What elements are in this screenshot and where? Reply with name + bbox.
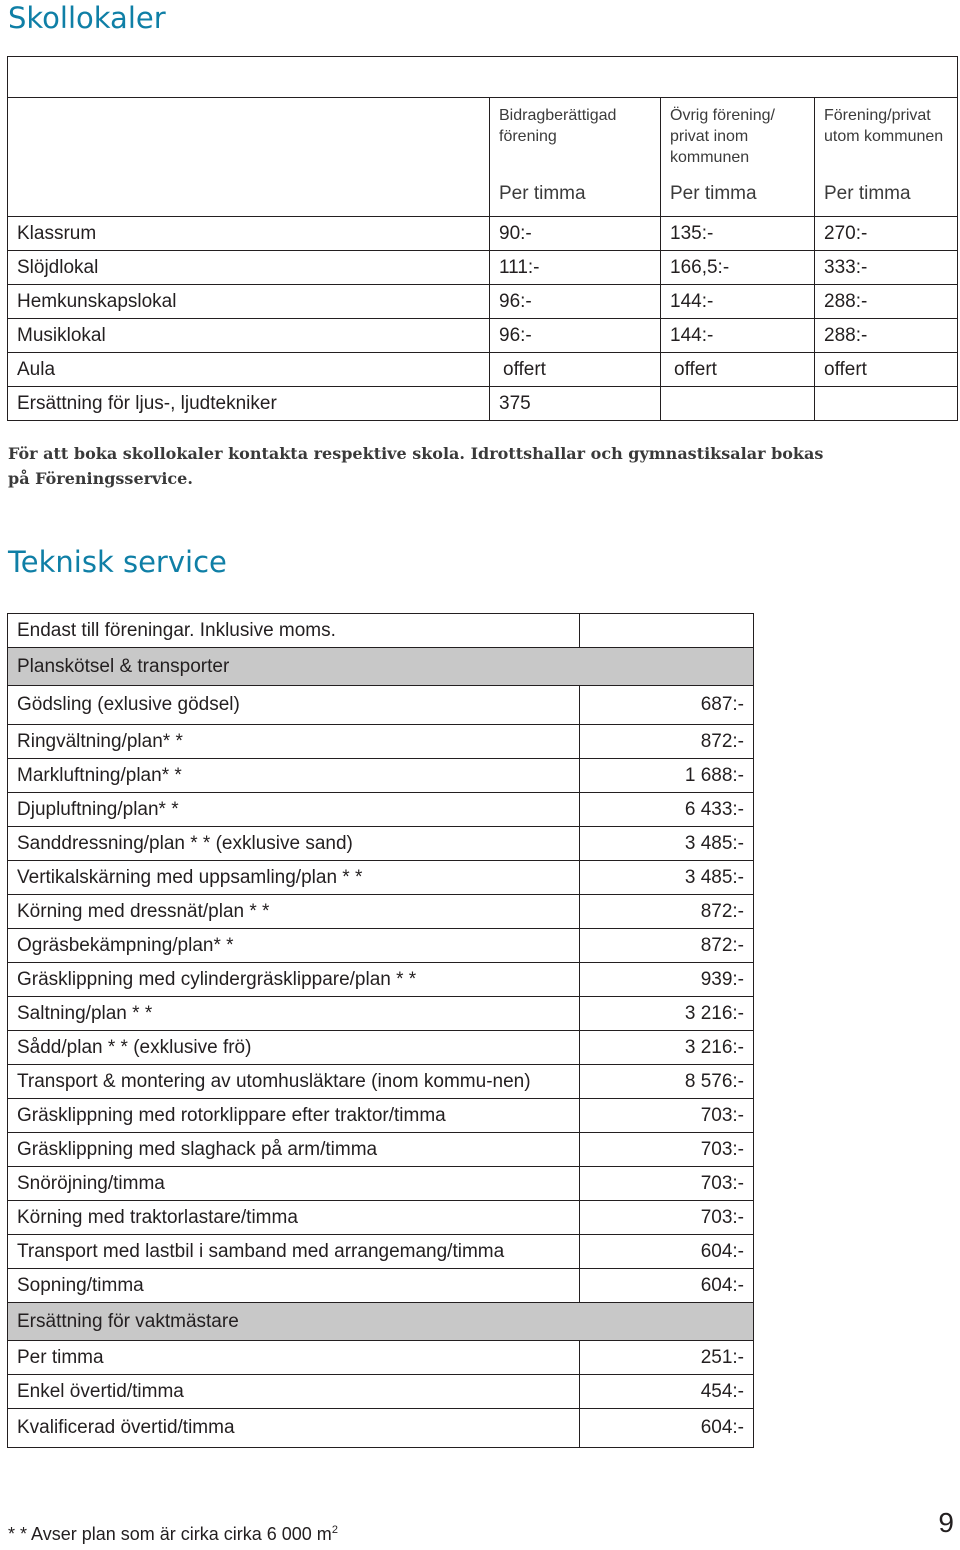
section-header: Planskötsel & transporter (8, 648, 580, 686)
price-cell: 604:- (580, 1409, 754, 1448)
table-row (8, 1133, 754, 1167)
price-cell: 872:- (580, 895, 754, 929)
price-cell (815, 387, 958, 421)
price-cell: 3 216:- (580, 997, 754, 1031)
unit-row (8, 171, 958, 217)
price-cell: 144:- (661, 319, 815, 353)
room-name: Aula (8, 353, 490, 387)
table-cell (580, 1303, 754, 1341)
table-row (8, 929, 754, 963)
table-row (8, 1099, 754, 1133)
column-header: Övrig förening/ privat inom kommunen (661, 98, 815, 172)
service-name: Markluftning/plan* * (8, 759, 580, 793)
footnote-superscript: 2 (331, 1524, 338, 1536)
price-cell: 111:- (490, 251, 661, 285)
table-row (8, 353, 958, 387)
column-header: Förening/privat utom kommunen (815, 98, 958, 172)
table-row (8, 387, 958, 421)
price-cell: 872:- (580, 725, 754, 759)
service-name: Snöröjning/timma (8, 1167, 580, 1201)
page-title: Skollokaler (8, 1, 166, 35)
service-name: Körning med dressnät/plan * * (8, 895, 580, 929)
room-name: Slöjdlokal (8, 251, 490, 285)
room-name: Ersättning för ljus-, ljudtekniker (8, 387, 490, 421)
table-row (8, 1235, 754, 1269)
table-row (8, 861, 754, 895)
service-name: Saltning/plan * * (8, 997, 580, 1031)
table-cell (8, 171, 490, 217)
table-cell (8, 57, 958, 98)
price-cell: 166,5:- (661, 251, 815, 285)
table-cell (580, 614, 754, 648)
table-row (8, 686, 754, 725)
page-number: 9 (938, 1507, 954, 1538)
service-name: Per timma (8, 1341, 580, 1375)
school-rooms-price-table (7, 56, 958, 421)
table-row (8, 1409, 754, 1448)
price-cell: offert (661, 353, 815, 387)
room-name: Klassrum (8, 217, 490, 251)
service-name: Ogräsbekämpning/plan* * (8, 929, 580, 963)
price-cell: 703:- (580, 1099, 754, 1133)
table-row (8, 725, 754, 759)
table-cell (580, 648, 754, 686)
price-cell: 604:- (580, 1269, 754, 1303)
service-name: Gödsling (exlusive gödsel) (8, 686, 580, 725)
service-name: Körning med traktorlastare/timma (8, 1201, 580, 1235)
table-row (8, 1375, 754, 1409)
table-row (8, 319, 958, 353)
price-cell: 3 216:- (580, 1031, 754, 1065)
price-cell: 96:- (490, 285, 661, 319)
price-cell: 703:- (580, 1201, 754, 1235)
table-row (8, 759, 754, 793)
section-header-row (8, 1303, 754, 1341)
price-cell: 90:- (490, 217, 661, 251)
table-header-row (8, 98, 958, 172)
room-name: Hemkunskapslokal (8, 285, 490, 319)
price-cell: 288:- (815, 319, 958, 353)
intro-text: Endast till föreningar. Inklusive moms. (8, 614, 580, 648)
price-cell: 604:- (580, 1235, 754, 1269)
service-name: Vertikalskärning med uppsamling/plan * * (8, 861, 580, 895)
table-row (8, 793, 754, 827)
table-row (8, 997, 754, 1031)
service-name: Gräsklippning med slaghack på arm/timma (8, 1133, 580, 1167)
price-cell: 872:- (580, 929, 754, 963)
room-name: Musiklokal (8, 319, 490, 353)
price-cell: 6 433:- (580, 793, 754, 827)
price-cell: 135:- (661, 217, 815, 251)
table-row (8, 1065, 754, 1099)
service-name: Enkel övertid/timma (8, 1375, 580, 1409)
column-header: Bidragberättigad förening (490, 98, 661, 172)
price-cell: 144:- (661, 285, 815, 319)
price-cell: 703:- (580, 1133, 754, 1167)
table-row (8, 1269, 754, 1303)
table-cell (8, 98, 490, 172)
table-row (8, 827, 754, 861)
technical-service-price-table (7, 613, 754, 1448)
price-cell: 454:- (580, 1375, 754, 1409)
service-name: Transport med lastbil i samband med arrangemang/timma (8, 1235, 580, 1269)
table-row (8, 251, 958, 285)
price-cell: 3 485:- (580, 861, 754, 895)
service-name: Djupluftning/plan* * (8, 793, 580, 827)
section-header-row (8, 648, 754, 686)
intro-row (8, 614, 754, 648)
price-cell: 288:- (815, 285, 958, 319)
price-cell: 8 576:- (580, 1065, 754, 1099)
section-header: Ersättning för vaktmästare (8, 1303, 580, 1341)
price-cell: 687:- (580, 686, 754, 725)
table-row (8, 285, 958, 319)
price-cell: 3 485:- (580, 827, 754, 861)
table-row (8, 57, 958, 98)
table-row (8, 217, 958, 251)
table-row (8, 963, 754, 997)
section-title: Teknisk service (8, 545, 227, 579)
price-cell: 270:- (815, 217, 958, 251)
price-cell (661, 387, 815, 421)
service-name: Transport & montering av utomhusläktare (inom kommu-nen) (8, 1065, 580, 1099)
price-cell: 703:- (580, 1167, 754, 1201)
price-cell: 939:- (580, 963, 754, 997)
table-row (8, 1341, 754, 1375)
price-cell: 1 688:- (580, 759, 754, 793)
unit-label: Per timma (661, 171, 815, 217)
price-cell: offert (815, 353, 958, 387)
price-cell: 375 (490, 387, 661, 421)
price-cell: offert (490, 353, 661, 387)
table-row (8, 1167, 754, 1201)
service-name: Sopning/timma (8, 1269, 580, 1303)
service-name: Gräsklippning med cylindergräsklippare/plan * * (8, 963, 580, 997)
table-row (8, 895, 754, 929)
footnote (8, 1524, 338, 1545)
table-row (8, 1031, 754, 1065)
booking-note: För att boka skollokaler kontakta respektive skola. Idrottshallar och gymnastiksalar bokas på Föreningsservice. (8, 444, 824, 488)
price-cell: 251:- (580, 1341, 754, 1375)
service-name: Sanddressning/plan * * (exklusive sand) (8, 827, 580, 861)
table-row (8, 1201, 754, 1235)
price-cell: 333:- (815, 251, 958, 285)
unit-label: Per timma (815, 171, 958, 217)
service-name: Kvalificerad övertid/timma (8, 1409, 580, 1448)
service-name: Gräsklippning med rotorklippare efter traktor/timma (8, 1099, 580, 1133)
footnote-text: * * Avser plan som är cirka cirka 6 000 m (8, 1524, 332, 1544)
price-cell: 96:- (490, 319, 661, 353)
service-name: Sådd/plan * * (exklusive frö) (8, 1031, 580, 1065)
service-name: Ringvältning/plan* * (8, 725, 580, 759)
unit-label: Per timma (490, 171, 661, 217)
